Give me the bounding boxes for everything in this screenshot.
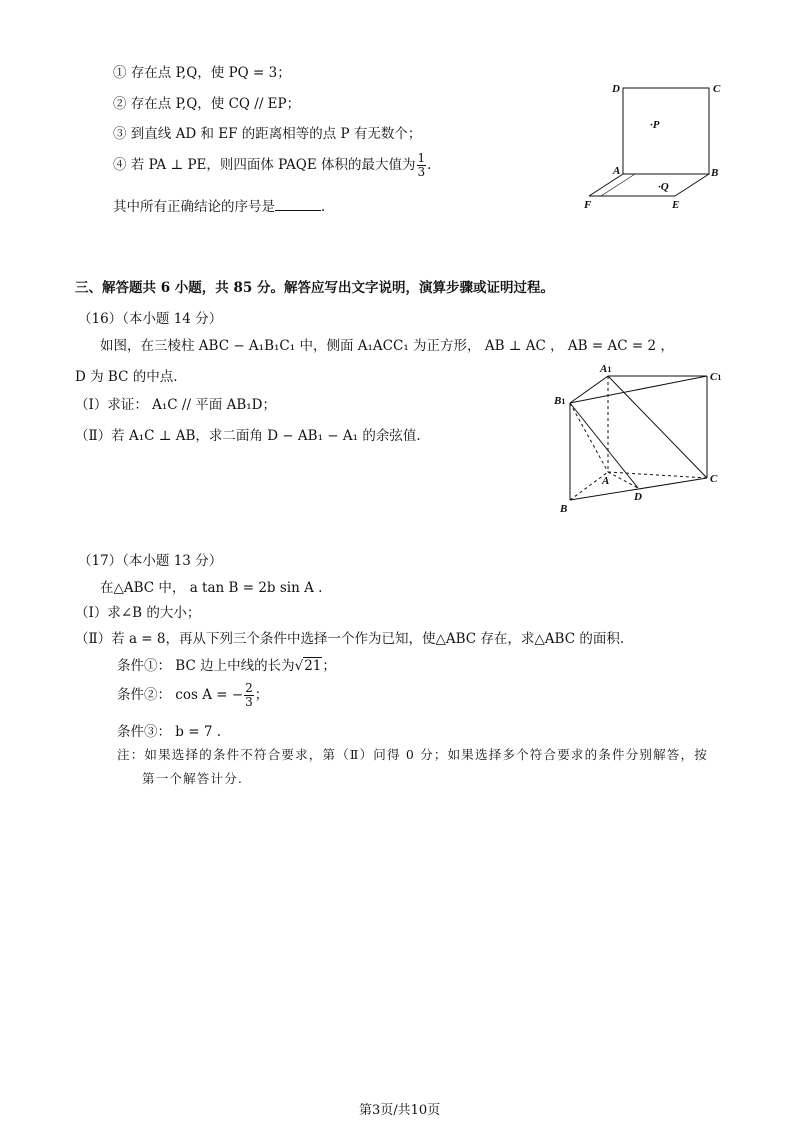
q16-line-2: D 为 BC 的中点. (75, 369, 178, 385)
q15-item-2: ② 存在点 P,Q，使 CQ // EP； (113, 96, 301, 112)
sqrt-symbol: √ (294, 658, 304, 674)
q17-condition-1: 条件①： BC 边上中线的长为√21； (117, 658, 336, 674)
fig16-label-B1: B1 (554, 395, 566, 407)
page-footer: 第3页/共10页 (359, 1103, 441, 1118)
q15-figure (575, 78, 725, 213)
answer-blank (275, 198, 321, 211)
q15-item-4-text: ④ 若 PA ⊥ PE，则四面体 PAQE 体积的最大值为 (113, 157, 416, 173)
section-3-heading: 三、解答题共 6 小题，共 85 分。解答应写出文字说明，演算步骤或证明过程。 (75, 280, 554, 296)
q17-note-line-1: 注：如果选择的条件不符合要求，第（Ⅱ）问得 0 分；如果选择多个符合要求的条件分别解答，按 (117, 747, 708, 762)
q15-item-1: ① 存在点 P,Q，使 PQ = 3； (113, 65, 291, 81)
fig15-label-Q: ·Q (658, 181, 669, 193)
fig16-label-C1: C1 (710, 371, 722, 383)
q15-item-3: ③ 到直线 AD 和 EF 的距离相等的点 P 有无数个； (113, 126, 422, 142)
q16-line-1: 如图，在三棱柱 ABC − A₁B₁C₁ 中，侧面 A₁ACC₁ 为正方形， AB ⊥ AC ， AB = AC = 2 ， (100, 338, 674, 354)
fraction-two-thirds: $\frac{2}{3}$ (245, 681, 253, 709)
q15-item-4: ④ 若 PA ⊥ PE，则四面体 PAQE 体积的最大值为 $\frac{1}{3}$ . (113, 151, 432, 179)
q16-part-2: （Ⅱ）若 A₁C ⊥ AB，求二面角 D − AB₁ − A₁ 的余弦值. (75, 428, 421, 444)
q16-part-1: （Ⅰ）求证： A₁C // 平面 AB₁D； (75, 397, 276, 413)
q16-header: （16）（本小题 14 分） (78, 311, 223, 327)
q17-condition-3: 条件③： b = 7 . (117, 724, 221, 740)
fig15-label-C: C (713, 83, 721, 95)
fig16-label-D: D (634, 491, 642, 503)
fig15-label-B: B (711, 167, 719, 179)
q17-part-1: （Ⅰ）求∠B 的大小； (75, 605, 201, 621)
q15-answer-prompt: 其中所有正确结论的序号是 . (113, 199, 326, 215)
q17-note-line-2: 第一个解答计分. (142, 771, 244, 786)
q16-prism-figure (550, 360, 740, 515)
q17-header: （17）（本小题 13 分） (78, 553, 223, 569)
q17-part-2: （Ⅱ）若 a = 8，再从下列三个条件中选择一个作为已知，使△ABC 存在，求△ABC 的面积. (75, 631, 625, 647)
q17-condition-2: 条件②： cos A = − $\frac{2}{3}$ ； (117, 681, 269, 709)
fig16-label-A: A (602, 475, 610, 487)
fraction-one-third: $\frac{1}{3}$ (417, 151, 426, 179)
fig16-label-B: B (560, 503, 568, 515)
fig16-label-C: C (710, 473, 718, 485)
fig15-label-P: ·P (650, 119, 660, 131)
fig15-label-D: D (612, 83, 620, 95)
fig16-label-A1: A1 (600, 363, 612, 375)
fig15-label-A: A (613, 165, 621, 177)
fig15-label-F: F (584, 199, 592, 211)
q17-line-1: 在△ABC 中， a tan B = 2b sin A . (100, 580, 323, 596)
fig15-label-E: E (672, 199, 680, 211)
